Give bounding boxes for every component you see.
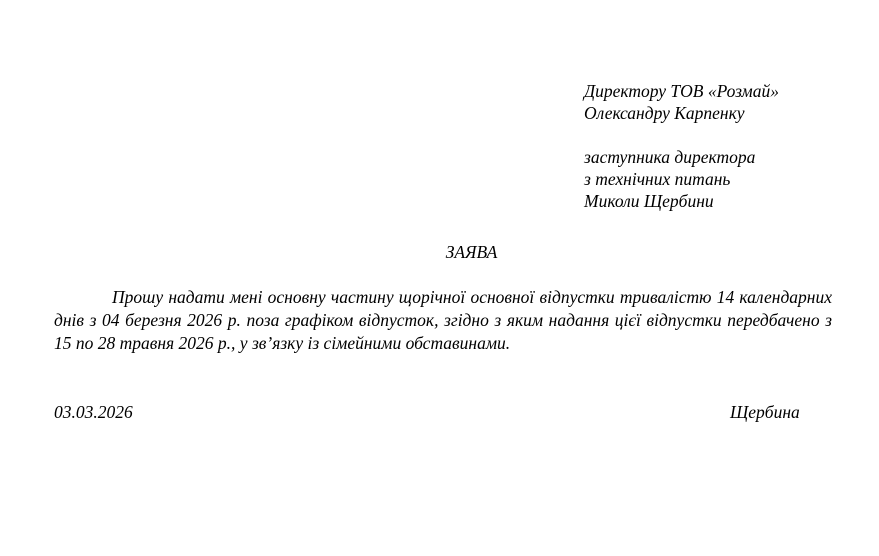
sender-position: заступника директора <box>584 147 756 167</box>
addressee-name: Олександру Карпенку <box>584 103 745 123</box>
request-body: Прошу надати мені основну частину щорічної основної відпустки тривалістю 14 календарних днів з 04 березня 2026 р. поза графіком відпусток, згідно з яким надання цієї відпустки передбачено з 15 по 28 травня 2026 р., у зв’язку із сімейними обставинами. <box>54 287 832 353</box>
sender-department: з технічних питань <box>584 169 731 189</box>
document-title: ЗАЯВА <box>445 242 498 262</box>
addressee-position: Директору ТОВ «Розмай» <box>584 81 779 101</box>
signature: Щербина <box>730 402 800 422</box>
addressee-block <box>584 80 874 212</box>
document-date: 03.03.2026 <box>54 402 133 422</box>
sender-name: Миколи Щербини <box>584 191 714 211</box>
addressee-gap <box>584 124 874 146</box>
